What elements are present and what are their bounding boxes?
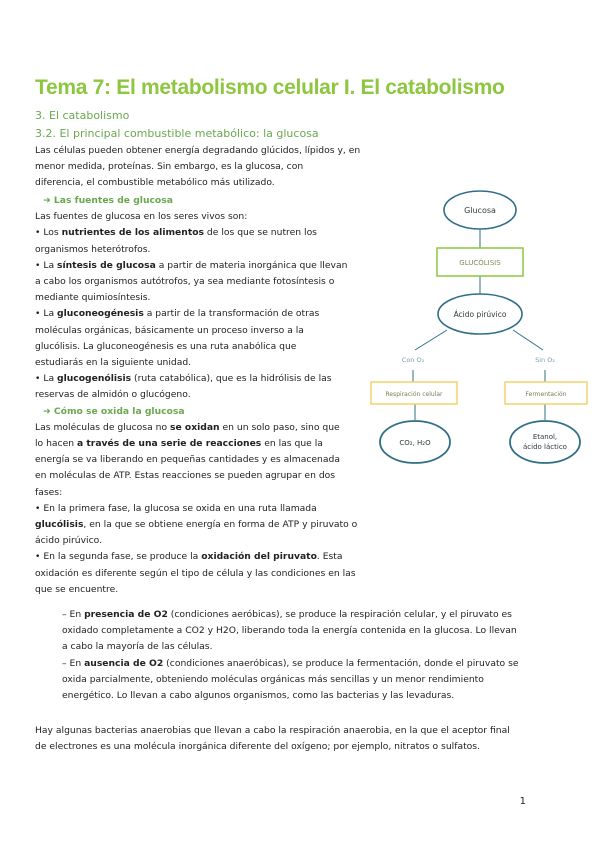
etanol-label: Etanol,: [532, 433, 558, 441]
text-line: lo hacen a través de una serie de reacciones en las que la: [35, 438, 323, 450]
list-item: • La glucogenólisis (ruta catabólica), que es la hidrólisis de las: [35, 373, 332, 385]
text-line: que se encuentre.: [35, 583, 119, 595]
text-line: – En presencia de O2 (condiciones aeróbicas), se produce la respiración celular, y el piruvato es: [62, 609, 512, 620]
text-line: oxidación es diferente según el tipo de célula y las condiciones en las: [35, 567, 356, 579]
text-line: energético. Lo llevan a cabo algunos organismos, como las bacterias y las levaduras.: [62, 690, 455, 702]
text-line: a cabo la mayoría de las células.: [62, 641, 213, 653]
piruvico-label: Ácido pirúvico: [453, 310, 507, 319]
etanol-node: [510, 421, 580, 463]
aerobic-paragraph: [62, 607, 532, 704]
text-line: menor medida, proteínas. Sin embargo, es la glucosa, con: [35, 161, 304, 173]
text-line: mediante quimiosíntesis.: [35, 292, 151, 304]
fermentacion-label: Fermentación: [525, 391, 567, 398]
text-line: ácido pirúvico.: [35, 535, 103, 547]
text-line: oxida parcialmente, obteniendo moléculas orgánicas más sencillas y un menor rendimiento: [62, 673, 484, 685]
fuentes-lead: Las fuentes de glucosa en los seres vivos son:: [35, 211, 248, 223]
respiracion-label: Respiración celular: [385, 391, 443, 398]
text-line: Las células pueden obtener energía degradando glúcidos, lípidos y, en: [35, 145, 361, 156]
text-line: diferencia, el combustible metabólico más utilizado.: [35, 177, 275, 189]
lactico-label: ácido láctico: [523, 443, 567, 451]
text-line: Hay algunas bacterias anaerobias que llevan a cabo la respiración anaerobia, en la que el aceptor final: [35, 725, 510, 736]
subsection-heading: 3.2. El principal combustible metabólico: la glucosa: [35, 127, 319, 140]
page-number: 1: [519, 796, 526, 807]
text-line: organismos heterótrofos.: [35, 243, 151, 255]
con-o2-label: Con O₂: [401, 356, 425, 364]
text-line: fases:: [35, 486, 63, 498]
text-line: en moléculas de ATP. Estas reacciones se pueden agrupar en dos: [35, 470, 336, 482]
list-item: • En la primera fase, la glucosa se oxida en una ruta llamada: [35, 502, 317, 514]
text-line: – En ausencia de O2 (condiciones anaeróbicas), se produce la fermentación, donde el piruvato se: [62, 657, 519, 669]
glucolisis-label: GLUCÓLISIS: [459, 259, 501, 267]
text-line: estudiarás en la siguiente unidad.: [35, 357, 192, 369]
text-line: oxidado completamente a CO2 y H2O, liberando toda la energía contenida en la glucosa. Lo llevan: [62, 625, 517, 637]
list-item: • Los nutrientes de los alimentos de los que se nutren los: [35, 227, 317, 239]
text-line: reservas de almidón o glucógeno.: [35, 389, 191, 401]
text-line: glucólisis. La gluconeogénesis es una ruta anabólica que: [35, 340, 297, 352]
text-line: Las moléculas de glucosa no se oxidan en un solo paso, sino que: [35, 421, 340, 433]
connector-line: [415, 330, 447, 350]
page-title: Tema 7: El metabolismo celular I. El catabolismo: [35, 76, 505, 99]
section-heading: 3. El catabolismo: [35, 109, 130, 122]
text-line: energía se va liberando en pequeñas cantidades y es almacenada: [35, 454, 340, 466]
text-line: de electrones es una molécula inorgánica diferente del oxígeno; por ejemplo, nitratos o sulfatos.: [35, 741, 481, 753]
glucose-oxidation-diagram: [365, 180, 590, 470]
list-item: • En la segunda fase, se produce la oxidación del piruvato. Esta: [35, 551, 343, 563]
intro-paragraph: [35, 143, 375, 192]
fuentes-heading: ➜ Las fuentes de glucosa: [43, 195, 173, 206]
connector-line: [513, 330, 543, 350]
text-line: moléculas orgánicas, básicamente un proceso inverso a la: [35, 324, 304, 336]
text-line: a cabo los organismos autótrofos, ya sea mediante fotosíntesis o: [35, 276, 335, 288]
sin-o2-label: Sin O₂: [535, 356, 555, 364]
fuentes-section: [35, 193, 375, 598]
final-paragraph: [35, 723, 535, 755]
list-item: • La síntesis de glucosa a partir de materia inorgánica que llevan: [35, 259, 348, 271]
list-item: • La gluconeogénesis a partir de la transformación de otras: [35, 308, 320, 320]
text-line: glucólisis, en la que se obtiene energía en forma de ATP y piruvato o: [35, 519, 358, 531]
glucosa-label: Glucosa: [464, 206, 496, 215]
co2-label: CO₂, H₂O: [399, 439, 431, 447]
oxida-heading: ➜ Cómo se oxida la glucosa: [43, 405, 185, 417]
